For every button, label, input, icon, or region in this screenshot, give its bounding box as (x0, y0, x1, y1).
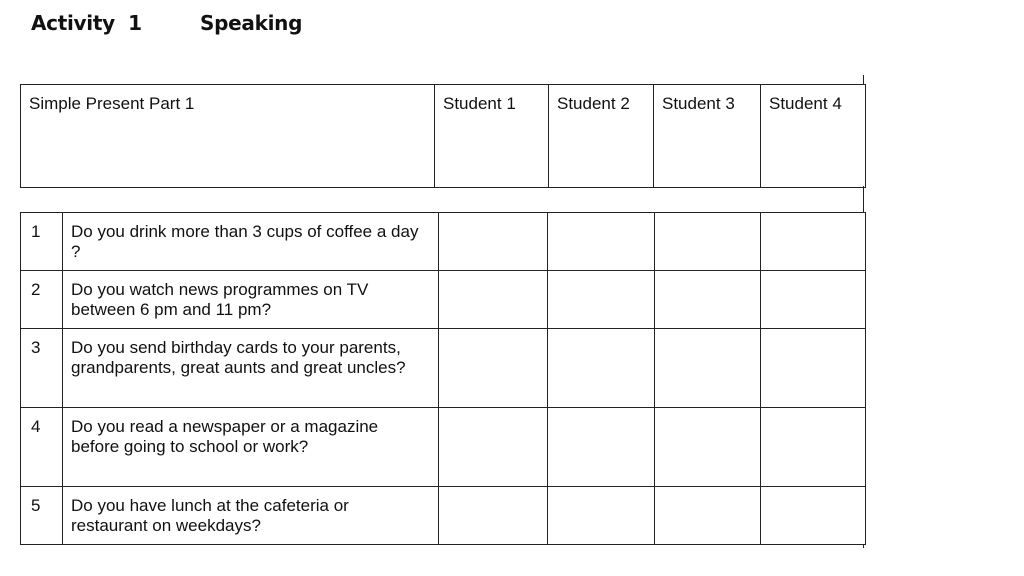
table-row (21, 408, 866, 487)
table-row (21, 271, 866, 329)
answer-cell-student-1[interactable] (439, 271, 548, 329)
answer-cell-student-3[interactable] (655, 329, 761, 408)
question-text: Do you watch news programmes on TV between 6 pm and 11 pm? (63, 271, 439, 329)
table-edge-line (863, 544, 864, 548)
answer-cell-student-2[interactable] (548, 408, 655, 487)
question-number: 5 (21, 487, 63, 545)
activity-title: Activity 1 (31, 11, 142, 35)
student-3-header: Student 3 (654, 85, 761, 188)
table-edge-line (863, 186, 864, 213)
answer-cell-student-1[interactable] (439, 213, 548, 271)
question-text: Do you read a newspaper or a magazine before going to school or work? (63, 408, 439, 487)
question-number: 3 (21, 329, 63, 408)
question-text: Do you send birthday cards to your parents, grandparents, great aunts and great uncles? (63, 329, 439, 408)
question-text: Do you have lunch at the cafeteria or restaurant on weekdays? (63, 487, 439, 545)
answer-cell-student-1[interactable] (439, 408, 548, 487)
header-row (21, 85, 866, 188)
table-row (21, 487, 866, 545)
answer-cell-student-2[interactable] (548, 271, 655, 329)
table-row (21, 213, 866, 271)
answer-cell-student-4[interactable] (761, 329, 866, 408)
answer-cell-student-4[interactable] (761, 213, 866, 271)
question-number: 2 (21, 271, 63, 329)
topic-header: Simple Present Part 1 (21, 85, 435, 188)
answer-cell-student-2[interactable] (548, 487, 655, 545)
survey-questions-table (20, 212, 866, 545)
speaking-title: Speaking (200, 11, 303, 35)
answer-cell-student-1[interactable] (439, 329, 548, 408)
answer-cell-student-1[interactable] (439, 487, 548, 545)
student-2-header: Student 2 (549, 85, 654, 188)
answer-cell-student-4[interactable] (761, 487, 866, 545)
answer-cell-student-3[interactable] (655, 487, 761, 545)
table-row (21, 329, 866, 408)
answer-cell-student-3[interactable] (655, 271, 761, 329)
answer-cell-student-3[interactable] (655, 213, 761, 271)
question-number: 1 (21, 213, 63, 271)
question-number: 4 (21, 408, 63, 487)
answer-cell-student-4[interactable] (761, 271, 866, 329)
answer-cell-student-2[interactable] (548, 213, 655, 271)
student-4-header: Student 4 (761, 85, 866, 188)
answer-cell-student-4[interactable] (761, 408, 866, 487)
answer-cell-student-3[interactable] (655, 408, 761, 487)
answer-cell-student-2[interactable] (548, 329, 655, 408)
survey-header-table (20, 84, 866, 188)
question-text: Do you drink more than 3 cups of coffee a day ? (63, 213, 439, 271)
student-1-header: Student 1 (435, 85, 549, 188)
